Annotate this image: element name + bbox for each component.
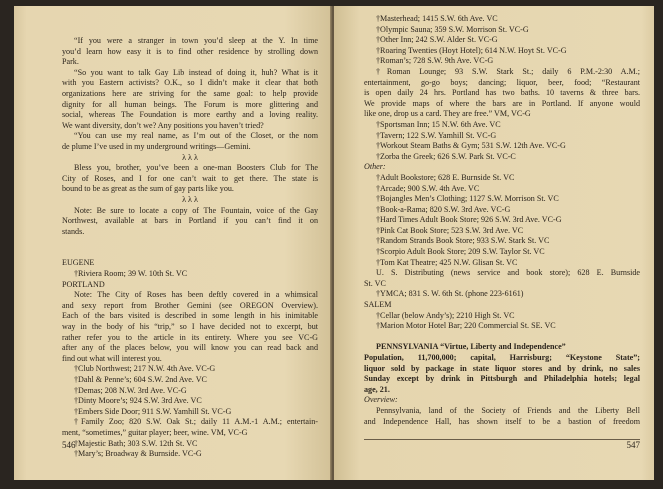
text-line: age, 21.: [364, 384, 390, 394]
text-line: way in the body of his “trip,” so I have decided not to excerpt, but: [62, 322, 318, 332]
text-line: Park.: [62, 57, 79, 67]
text-line: †Majestic Bath; 303 S.W. 12th St. VC: [74, 438, 198, 448]
text-line: †Pink Cat Book Store; 523 S.W. 3rd Ave. VC: [376, 225, 524, 235]
text-line: †Tavern; 122 S.W. Yamhill St. VC-G: [376, 130, 497, 140]
text-line: liquor sold by package in state liquor stores and by drink, no sales: [364, 363, 640, 373]
text-line: †Sportsman Inn; 15 N.W. 6th Ave. VC: [376, 119, 501, 129]
text-line: †Club Northwest; 217 N.W. 4th Ave. VC-G: [74, 364, 216, 374]
text-line: We provide maps of where the bars are in Portland. If anyone would: [364, 98, 640, 108]
text-line: †Dinty Moore’s; 924 S.W. 3rd Ave. VC: [74, 396, 202, 406]
text-line: †Tom Kat Theatre; 425 N.W. Glisan St. VC: [376, 257, 518, 267]
text-line: and sexy report from Brother Gemini (see OREGON Overview).: [62, 300, 318, 310]
text-line: †Other Inn; 242 S.W. Alder St. VC-G: [376, 35, 498, 45]
text-line: Sunday except by drink in Pittsburgh and Philadelphia hotels; legal: [364, 374, 640, 384]
text-line: †Zorba the Greek; 626 S.W. Park St. VC-C: [376, 151, 516, 161]
text-line: Population, 11,700,000; capital, Harrisburg; “Keystone State”;: [364, 353, 640, 362]
text-line: St. VC: [364, 278, 386, 288]
text-line: †Riviera Room; 39 W. 10th St. VC: [74, 269, 188, 279]
text-line: †Mary’s; Broadway & Burnside. VC-G: [74, 449, 202, 459]
text-line: find out what will interest you.: [62, 353, 162, 363]
blank-line: [364, 332, 640, 343]
text-line: We want diversity, don’t we? Any positions you haven’t tried?: [62, 120, 264, 130]
text-line: †Masterhead; 1415 S.W. 6th Ave. VC: [376, 14, 498, 23]
text-line: with you Eastern activists? O.K., so I didn’t make it clear that both: [62, 78, 318, 88]
right-page: [334, 6, 654, 480]
text-line: †Roman’s; 728 S.W. 9th Ave. VC-G: [376, 56, 494, 66]
left-page-text: [62, 36, 318, 460]
text-line: †Arcade; 900 S.W. 4th Ave. VC: [376, 183, 480, 193]
text-line: “So you want to talk Gay Lib instead of doing it, huh? What is it: [74, 67, 318, 77]
text-line: PENNSYLVANIA “Virtue, Liberty and Independence”: [376, 342, 566, 352]
text-line: †Embers Side Door; 911 S.W. Yamhill St. VC-G: [74, 406, 232, 416]
text-line: Other:: [364, 162, 386, 172]
text-line: social, whereas The Foundation is more earthy and a loving reality.: [62, 110, 318, 120]
page-footer-rule: [364, 439, 640, 440]
text-line: SALEM: [364, 300, 392, 310]
text-line: †Workout Steam Baths & Gym; 531 S.W. 12th Ave. VC-G: [376, 141, 566, 151]
text-line: †Demas; 208 N.W. 3rd Ave. VC-G: [74, 385, 187, 395]
text-line: organizations here are striving for the same goal: to help provide: [62, 88, 318, 98]
text-line: “You can use my real name, as I’m out of the Closet, or the nom: [74, 131, 318, 141]
text-line: entertainment, go-go boys; dancing; liquor, beer, food; “Restaurant: [364, 77, 640, 87]
text-line: EUGENE: [62, 258, 95, 268]
text-line: after any of the places below, you will know you can read back and: [62, 343, 318, 353]
text-line: rather refer you to the article in its entirety. Where you see VC-G: [62, 332, 318, 342]
text-line: you’d learn how easy it is to find other residence by strolling down: [62, 46, 318, 56]
text-line: †Olympic Sauna; 359 S.W. Morrison St. VC-G: [376, 24, 529, 34]
text-line: dignity for all human beings. The Forum is more glittering and: [62, 99, 318, 109]
text-line: †Book-a-Rama; 820 S.W. 3rd Ave. VC-G: [376, 204, 511, 214]
blank-line: [62, 237, 318, 248]
text-line: †Adult Bookstore; 628 E. Burnside St. VC: [376, 172, 515, 182]
text-line: λ λ λ: [182, 194, 198, 204]
text-line: Each of the bars visited is described in some length in his inimitable: [62, 311, 318, 321]
right-page-number: 547: [626, 440, 640, 450]
text-line: †Random Strands Book Store; 933 S.W. Stark St. VC: [376, 236, 550, 246]
left-page: [14, 6, 332, 480]
text-line: stands.: [62, 226, 85, 236]
text-line: “If you were a stranger in town you’d sleep at the Y. In time: [74, 36, 318, 45]
text-line: Note: The City of Roses has been deftly covered in a whimsical: [74, 290, 318, 300]
text-line: †Cellar (below Andy’s); 2210 High St. VC: [376, 310, 515, 320]
right-page-text: [364, 14, 640, 427]
text-line: †Dahl & Penne’s; 604 S.W. 2nd Ave. VC: [74, 375, 207, 384]
text-line: †Bojangles Men’s Clothing; 1127 S.W. Morrison St. VC: [376, 194, 559, 204]
text-line: †Marion Motor Hotel Bar; 220 Commercial St. SE. VC: [376, 321, 556, 331]
text-line: bound to be as great as the sum of gay parts like you.: [62, 184, 234, 194]
blank-line: [62, 248, 318, 259]
text-line: de plume I’ve used in my underground writings—Gemini.: [62, 141, 251, 151]
text-line: and Independence Hall, has shown itself to be a bastion of freedom: [364, 416, 640, 426]
text-line: like one, drop us a card. They are free.” VM, VC-G: [364, 109, 531, 119]
text-line: †Family Zoo; 820 S.W. Oak St.; daily 11 A.M.-1 A.M.; entertain-: [74, 417, 318, 427]
left-page-number: 546: [62, 440, 76, 450]
text-line: †Scorpio Adult Book Store; 209 S.W. Taylor St. VC: [376, 247, 545, 257]
text-line: PORTLAND: [62, 279, 105, 289]
text-line: †Roaring Twenties (Hoyt Hotel); 614 N.W. Hoyt St. VC-G: [376, 45, 567, 55]
text-line: λ λ λ: [182, 152, 198, 162]
text-line: †Roman Lounge; 93 S.W. Stark St.; daily 6 P.M.-2:30 A.M.;: [376, 66, 640, 76]
text-line: City of Roses, and I for one can’t wait to get there. The state is: [62, 173, 318, 183]
text-line: Pennsylvania, land of the Society of Friends and the Liberty Bell: [376, 405, 640, 415]
text-line: Bless you, brother, you’ve been a one-man Boosters Club for The: [74, 163, 318, 173]
text-line: Overview:: [364, 395, 398, 405]
text-line: †Hard Times Adult Book Store; 926 S.W. 3rd Ave. VC-G: [376, 215, 562, 225]
text-line: ment, “sometimes,” guitar player; beer, wine. VM, VC-G: [62, 427, 248, 437]
text-line: Northwest, available at bars in Portland if you can’t find it on: [62, 216, 318, 226]
text-line: †YMCA; 831 S. W. 6th St. (phone 223-6161): [376, 289, 524, 299]
text-line: is open daily 24 hrs. Portland has two baths. 10 taverns & three bars.: [364, 88, 640, 98]
text-line: Note: Be sure to locate a copy of The Fountain, voice of the Gay: [74, 205, 318, 215]
text-line: U. S. Distributing (news service and book store); 628 E. Burnside: [376, 268, 640, 278]
